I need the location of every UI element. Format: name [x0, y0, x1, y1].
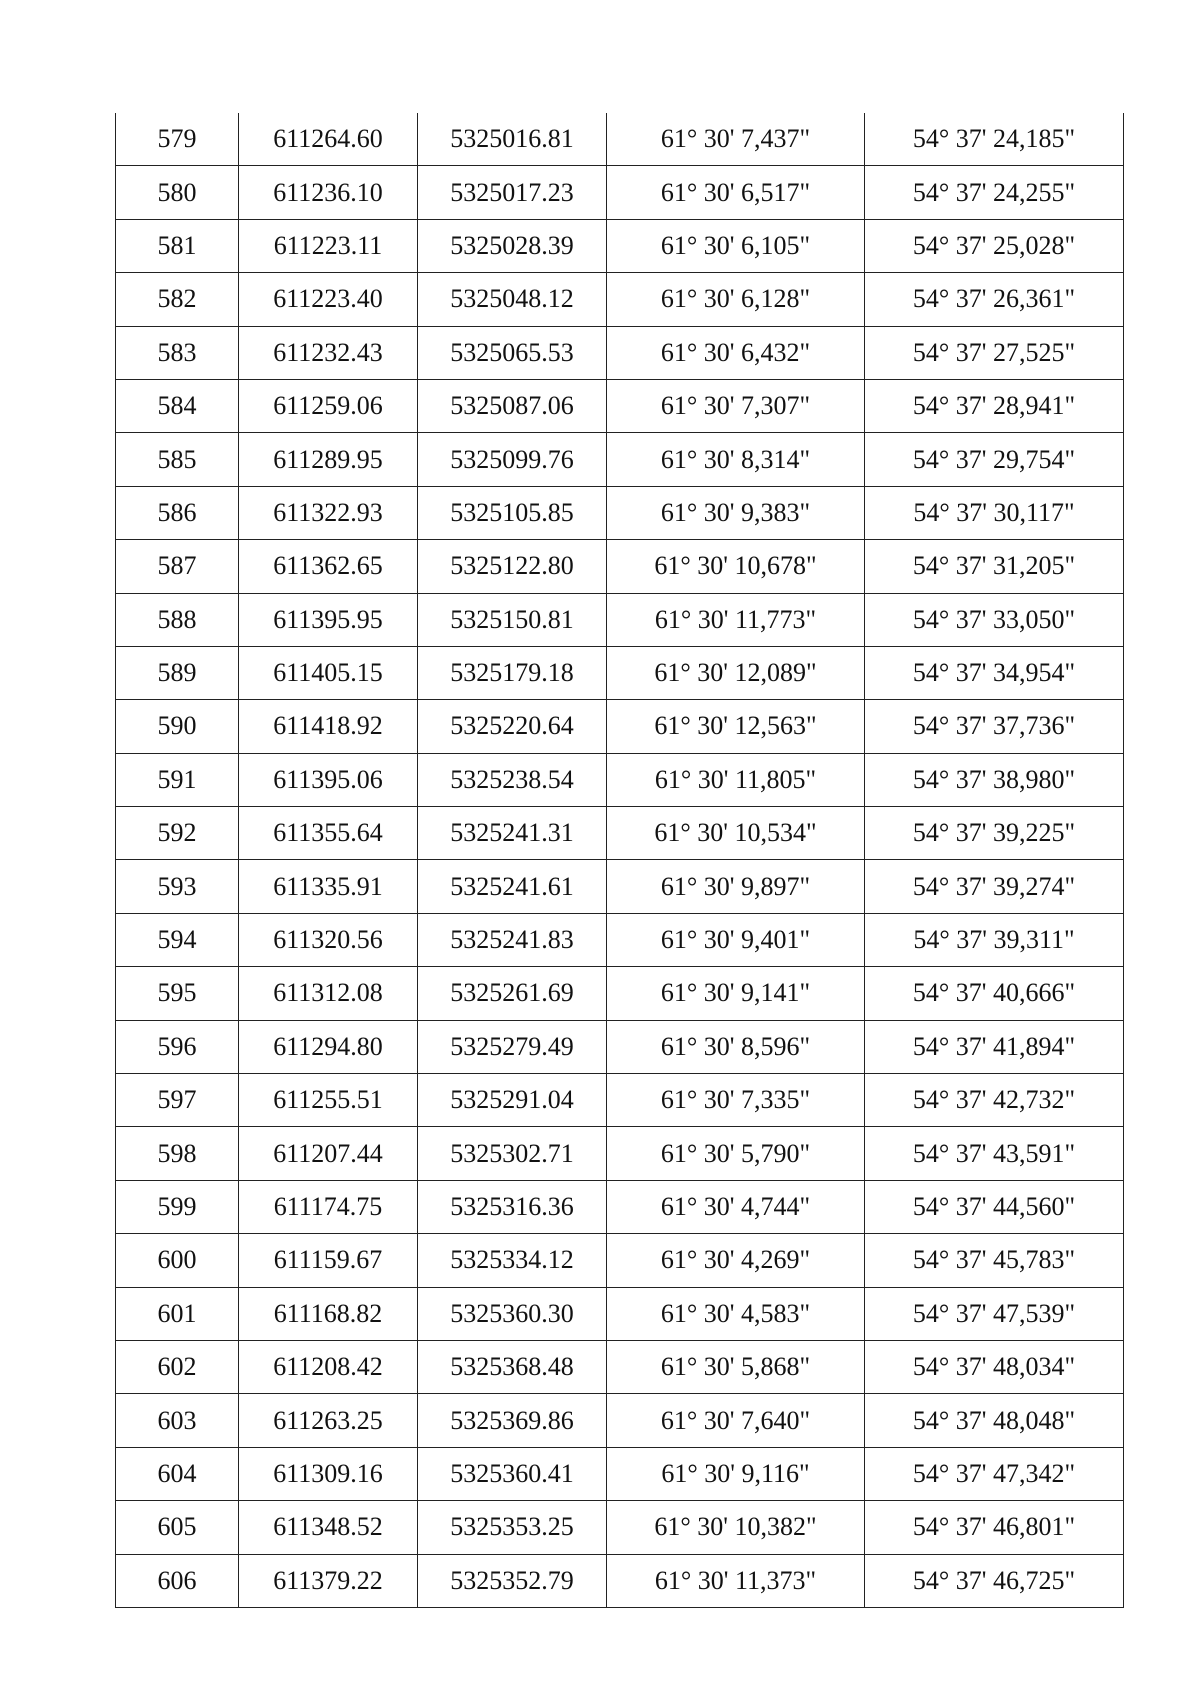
- point-number-cell: 590: [116, 700, 239, 753]
- table-row: [116, 700, 1124, 753]
- point-number-cell: 601: [116, 1287, 239, 1340]
- point-number-cell: 581: [116, 219, 239, 272]
- x-coordinate-cell: 611312.08: [239, 967, 418, 1020]
- table-row: [116, 326, 1124, 379]
- y-coordinate-cell: 5325291.04: [418, 1074, 607, 1127]
- latitude-cell: 54° 37' 39,225": [865, 807, 1124, 860]
- longitude-cell: 61° 30' 7,640": [607, 1394, 865, 1447]
- x-coordinate-cell: 611355.64: [239, 807, 418, 860]
- table-row: [116, 753, 1124, 806]
- point-number-cell: 588: [116, 593, 239, 646]
- x-coordinate-cell: 611289.95: [239, 433, 418, 486]
- table-row: [116, 646, 1124, 699]
- y-coordinate-cell: 5325017.23: [418, 166, 607, 219]
- table-row: [116, 860, 1124, 913]
- longitude-cell: 61° 30' 10,382": [607, 1501, 865, 1554]
- x-coordinate-cell: 611335.91: [239, 860, 418, 913]
- latitude-cell: 54° 37' 44,560": [865, 1180, 1124, 1233]
- y-coordinate-cell: 5325316.36: [418, 1180, 607, 1233]
- table-row: [116, 807, 1124, 860]
- longitude-cell: 61° 30' 5,868": [607, 1340, 865, 1393]
- table-row: [116, 1234, 1124, 1287]
- y-coordinate-cell: 5325179.18: [418, 646, 607, 699]
- point-number-cell: 584: [116, 379, 239, 432]
- table-row: [116, 1501, 1124, 1554]
- longitude-cell: 61° 30' 6,105": [607, 219, 865, 272]
- y-coordinate-cell: 5325028.39: [418, 219, 607, 272]
- longitude-cell: 61° 30' 7,335": [607, 1074, 865, 1127]
- x-coordinate-cell: 611263.25: [239, 1394, 418, 1447]
- table-row: [116, 1287, 1124, 1340]
- longitude-cell: 61° 30' 11,373": [607, 1554, 865, 1607]
- table-row: [116, 486, 1124, 539]
- x-coordinate-cell: 611379.22: [239, 1554, 418, 1607]
- y-coordinate-cell: 5325360.30: [418, 1287, 607, 1340]
- y-coordinate-cell: 5325353.25: [418, 1501, 607, 1554]
- y-coordinate-cell: 5325368.48: [418, 1340, 607, 1393]
- point-number-cell: 582: [116, 273, 239, 326]
- point-number-cell: 585: [116, 433, 239, 486]
- latitude-cell: 54° 37' 29,754": [865, 433, 1124, 486]
- longitude-cell: 61° 30' 7,307": [607, 379, 865, 432]
- longitude-cell: 61° 30' 7,437": [607, 113, 865, 166]
- x-coordinate-cell: 611309.16: [239, 1447, 418, 1500]
- longitude-cell: 61° 30' 9,116": [607, 1447, 865, 1500]
- latitude-cell: 54° 37' 42,732": [865, 1074, 1124, 1127]
- latitude-cell: 54° 37' 26,361": [865, 273, 1124, 326]
- y-coordinate-cell: 5325105.85: [418, 486, 607, 539]
- longitude-cell: 61° 30' 5,790": [607, 1127, 865, 1180]
- latitude-cell: 54° 37' 46,801": [865, 1501, 1124, 1554]
- point-number-cell: 605: [116, 1501, 239, 1554]
- x-coordinate-cell: 611418.92: [239, 700, 418, 753]
- table-row: [116, 967, 1124, 1020]
- y-coordinate-cell: 5325150.81: [418, 593, 607, 646]
- point-number-cell: 600: [116, 1234, 239, 1287]
- x-coordinate-cell: 611264.60: [239, 113, 418, 166]
- table-row: [116, 273, 1124, 326]
- longitude-cell: 61° 30' 9,897": [607, 860, 865, 913]
- x-coordinate-cell: 611232.43: [239, 326, 418, 379]
- latitude-cell: 54° 37' 46,725": [865, 1554, 1124, 1607]
- table-row: [116, 166, 1124, 219]
- x-coordinate-cell: 611362.65: [239, 540, 418, 593]
- table-row: [116, 1180, 1124, 1233]
- table-row: [116, 433, 1124, 486]
- y-coordinate-cell: 5325334.12: [418, 1234, 607, 1287]
- x-coordinate-cell: 611223.11: [239, 219, 418, 272]
- longitude-cell: 61° 30' 10,678": [607, 540, 865, 593]
- table-row: [116, 1020, 1124, 1073]
- x-coordinate-cell: 611208.42: [239, 1340, 418, 1393]
- latitude-cell: 54° 37' 25,028": [865, 219, 1124, 272]
- latitude-cell: 54° 37' 43,591": [865, 1127, 1124, 1180]
- y-coordinate-cell: 5325241.31: [418, 807, 607, 860]
- x-coordinate-cell: 611259.06: [239, 379, 418, 432]
- table-row: [116, 1394, 1124, 1447]
- x-coordinate-cell: 611168.82: [239, 1287, 418, 1340]
- table-row: [116, 593, 1124, 646]
- x-coordinate-cell: 611255.51: [239, 1074, 418, 1127]
- longitude-cell: 61° 30' 11,773": [607, 593, 865, 646]
- y-coordinate-cell: 5325065.53: [418, 326, 607, 379]
- y-coordinate-cell: 5325241.61: [418, 860, 607, 913]
- latitude-cell: 54° 37' 27,525": [865, 326, 1124, 379]
- latitude-cell: 54° 37' 24,255": [865, 166, 1124, 219]
- y-coordinate-cell: 5325279.49: [418, 1020, 607, 1073]
- table-row: [116, 1447, 1124, 1500]
- longitude-cell: 61° 30' 8,596": [607, 1020, 865, 1073]
- point-number-cell: 604: [116, 1447, 239, 1500]
- point-number-cell: 597: [116, 1074, 239, 1127]
- latitude-cell: 54° 37' 45,783": [865, 1234, 1124, 1287]
- latitude-cell: 54° 37' 30,117": [865, 486, 1124, 539]
- longitude-cell: 61° 30' 6,432": [607, 326, 865, 379]
- x-coordinate-cell: 611395.06: [239, 753, 418, 806]
- point-number-cell: 579: [116, 113, 239, 166]
- x-coordinate-cell: 611207.44: [239, 1127, 418, 1180]
- point-number-cell: 587: [116, 540, 239, 593]
- x-coordinate-cell: 611223.40: [239, 273, 418, 326]
- latitude-cell: 54° 37' 48,034": [865, 1340, 1124, 1393]
- point-number-cell: 591: [116, 753, 239, 806]
- point-number-cell: 594: [116, 913, 239, 966]
- longitude-cell: 61° 30' 4,583": [607, 1287, 865, 1340]
- point-number-cell: 583: [116, 326, 239, 379]
- point-number-cell: 598: [116, 1127, 239, 1180]
- longitude-cell: 61° 30' 11,805": [607, 753, 865, 806]
- point-number-cell: 592: [116, 807, 239, 860]
- latitude-cell: 54° 37' 38,980": [865, 753, 1124, 806]
- table-row: [116, 113, 1124, 166]
- latitude-cell: 54° 37' 39,274": [865, 860, 1124, 913]
- x-coordinate-cell: 611294.80: [239, 1020, 418, 1073]
- y-coordinate-cell: 5325220.64: [418, 700, 607, 753]
- y-coordinate-cell: 5325302.71: [418, 1127, 607, 1180]
- y-coordinate-cell: 5325016.81: [418, 113, 607, 166]
- table-row: [116, 379, 1124, 432]
- point-number-cell: 606: [116, 1554, 239, 1607]
- latitude-cell: 54° 37' 40,666": [865, 967, 1124, 1020]
- table-row: [116, 1127, 1124, 1180]
- point-number-cell: 603: [116, 1394, 239, 1447]
- longitude-cell: 61° 30' 4,744": [607, 1180, 865, 1233]
- y-coordinate-cell: 5325099.76: [418, 433, 607, 486]
- table-row: [116, 1340, 1124, 1393]
- x-coordinate-cell: 611320.56: [239, 913, 418, 966]
- latitude-cell: 54° 37' 47,342": [865, 1447, 1124, 1500]
- latitude-cell: 54° 37' 48,048": [865, 1394, 1124, 1447]
- longitude-cell: 61° 30' 10,534": [607, 807, 865, 860]
- x-coordinate-cell: 611348.52: [239, 1501, 418, 1554]
- x-coordinate-cell: 611405.15: [239, 646, 418, 699]
- latitude-cell: 54° 37' 47,539": [865, 1287, 1124, 1340]
- table-row: [116, 1554, 1124, 1607]
- latitude-cell: 54° 37' 37,736": [865, 700, 1124, 753]
- longitude-cell: 61° 30' 6,517": [607, 166, 865, 219]
- y-coordinate-cell: 5325360.41: [418, 1447, 607, 1500]
- point-number-cell: 593: [116, 860, 239, 913]
- y-coordinate-cell: 5325122.80: [418, 540, 607, 593]
- latitude-cell: 54° 37' 28,941": [865, 379, 1124, 432]
- latitude-cell: 54° 37' 41,894": [865, 1020, 1124, 1073]
- y-coordinate-cell: 5325087.06: [418, 379, 607, 432]
- latitude-cell: 54° 37' 39,311": [865, 913, 1124, 966]
- x-coordinate-cell: 611322.93: [239, 486, 418, 539]
- table-row: [116, 1074, 1124, 1127]
- point-number-cell: 580: [116, 166, 239, 219]
- longitude-cell: 61° 30' 9,141": [607, 967, 865, 1020]
- point-number-cell: 595: [116, 967, 239, 1020]
- longitude-cell: 61° 30' 8,314": [607, 433, 865, 486]
- y-coordinate-cell: 5325241.83: [418, 913, 607, 966]
- point-number-cell: 596: [116, 1020, 239, 1073]
- point-number-cell: 602: [116, 1340, 239, 1393]
- point-number-cell: 589: [116, 646, 239, 699]
- x-coordinate-cell: 611236.10: [239, 166, 418, 219]
- y-coordinate-cell: 5325261.69: [418, 967, 607, 1020]
- x-coordinate-cell: 611174.75: [239, 1180, 418, 1233]
- longitude-cell: 61° 30' 4,269": [607, 1234, 865, 1287]
- longitude-cell: 61° 30' 9,401": [607, 913, 865, 966]
- latitude-cell: 54° 37' 33,050": [865, 593, 1124, 646]
- table-row: [116, 913, 1124, 966]
- coordinates-table: [115, 113, 1124, 1608]
- coordinates-table-body: [116, 113, 1124, 1607]
- point-number-cell: 599: [116, 1180, 239, 1233]
- y-coordinate-cell: 5325238.54: [418, 753, 607, 806]
- y-coordinate-cell: 5325048.12: [418, 273, 607, 326]
- y-coordinate-cell: 5325352.79: [418, 1554, 607, 1607]
- point-number-cell: 586: [116, 486, 239, 539]
- x-coordinate-cell: 611159.67: [239, 1234, 418, 1287]
- latitude-cell: 54° 37' 24,185": [865, 113, 1124, 166]
- longitude-cell: 61° 30' 9,383": [607, 486, 865, 539]
- latitude-cell: 54° 37' 31,205": [865, 540, 1124, 593]
- longitude-cell: 61° 30' 12,089": [607, 646, 865, 699]
- latitude-cell: 54° 37' 34,954": [865, 646, 1124, 699]
- x-coordinate-cell: 611395.95: [239, 593, 418, 646]
- y-coordinate-cell: 5325369.86: [418, 1394, 607, 1447]
- longitude-cell: 61° 30' 6,128": [607, 273, 865, 326]
- longitude-cell: 61° 30' 12,563": [607, 700, 865, 753]
- table-row: [116, 540, 1124, 593]
- table-row: [116, 219, 1124, 272]
